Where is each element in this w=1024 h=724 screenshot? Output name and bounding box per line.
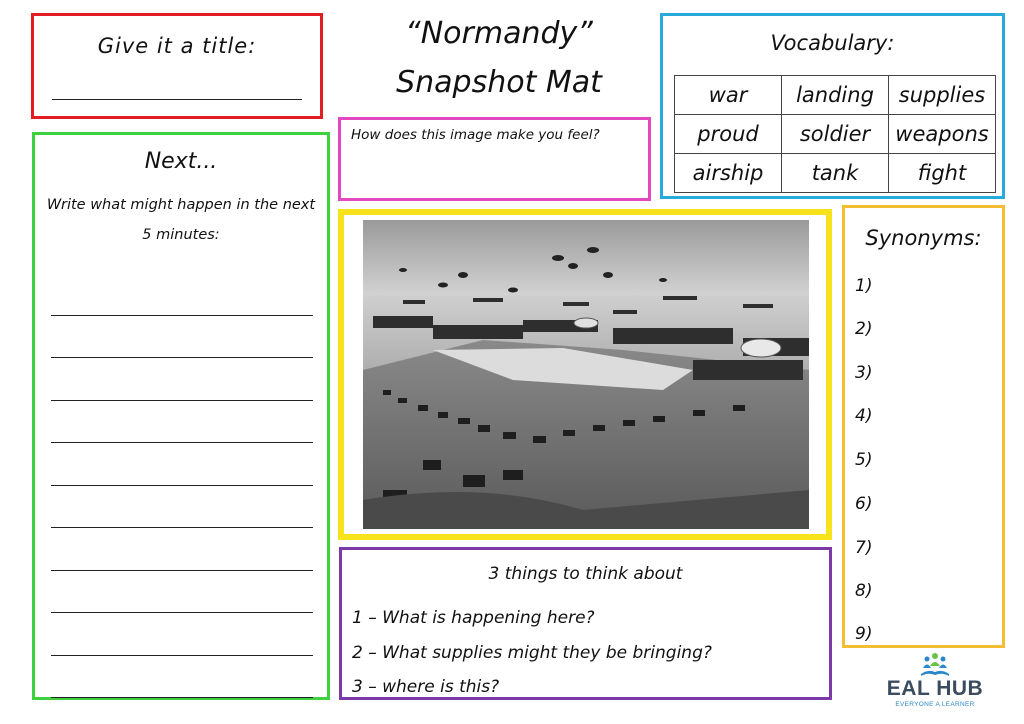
eal-hub-logo <box>885 650 985 712</box>
vocabulary-table <box>674 75 996 193</box>
writing-line[interactable] <box>51 273 313 316</box>
vocabulary-word: airship <box>675 154 782 193</box>
page-title-line1: “Normandy” <box>405 16 593 51</box>
synonym-number: 3) <box>855 363 873 383</box>
next-heading: Next... <box>144 149 218 174</box>
vocabulary-word: soldier <box>782 115 889 154</box>
vocabulary-word: fight <box>889 154 996 193</box>
photo-box <box>338 209 832 540</box>
vocabulary-word: war <box>675 76 782 115</box>
next-writing-lines <box>51 273 313 698</box>
think-box <box>339 547 832 700</box>
synonym-number: 8) <box>855 581 873 601</box>
writing-line[interactable] <box>51 316 313 359</box>
feel-box[interactable] <box>338 117 651 201</box>
vocabulary-row <box>675 76 996 115</box>
synonym-number: 7) <box>855 538 873 558</box>
writing-line[interactable] <box>51 401 313 444</box>
next-box <box>32 132 330 700</box>
synonym-number: 1) <box>855 276 873 296</box>
book-people-icon <box>885 650 985 678</box>
synonyms-heading: Synonyms: <box>865 226 982 250</box>
synonym-number: 5) <box>855 450 873 470</box>
next-instruction: Write what might happen in the next 5 minutes: <box>46 197 316 243</box>
page-title <box>340 12 658 100</box>
vocabulary-word: proud <box>675 115 782 154</box>
synonym-number: 4) <box>855 406 873 426</box>
writing-line[interactable] <box>51 528 313 571</box>
synonym-number: 6) <box>855 494 873 514</box>
vocabulary-word: landing <box>782 76 889 115</box>
vocabulary-word: tank <box>782 154 889 193</box>
vocabulary-row <box>675 154 996 193</box>
think-heading: 3 things to think about <box>488 564 683 584</box>
think-question: 2 – What supplies might they be bringing? <box>352 643 712 663</box>
title-write-line[interactable] <box>52 99 302 100</box>
writing-line[interactable] <box>51 571 313 614</box>
vocabulary-word: weapons <box>889 115 996 154</box>
normandy-photo <box>363 220 809 529</box>
writing-line[interactable] <box>51 613 313 656</box>
writing-line[interactable] <box>51 486 313 529</box>
synonym-number: 9) <box>855 624 873 644</box>
writing-line[interactable] <box>51 656 313 699</box>
synonym-number: 2) <box>855 319 873 339</box>
logo-tagline: EVERYONE A LEARNER <box>895 701 975 708</box>
vocabulary-box <box>660 13 1005 199</box>
title-box <box>31 13 323 119</box>
page-title-line2: Snapshot Mat <box>396 65 602 100</box>
writing-line[interactable] <box>51 443 313 486</box>
feel-question: How does this image make you feel? <box>351 127 600 143</box>
think-question: 3 – where is this? <box>352 677 500 697</box>
writing-line[interactable] <box>51 358 313 401</box>
think-question: 1 – What is happening here? <box>352 608 595 628</box>
title-label: Give it a title: <box>97 34 257 58</box>
vocabulary-heading: Vocabulary: <box>770 31 895 55</box>
vocabulary-word: supplies <box>889 76 996 115</box>
synonyms-box <box>842 205 1005 648</box>
logo-name: EAL HUB <box>886 677 984 700</box>
vocabulary-row <box>675 115 996 154</box>
